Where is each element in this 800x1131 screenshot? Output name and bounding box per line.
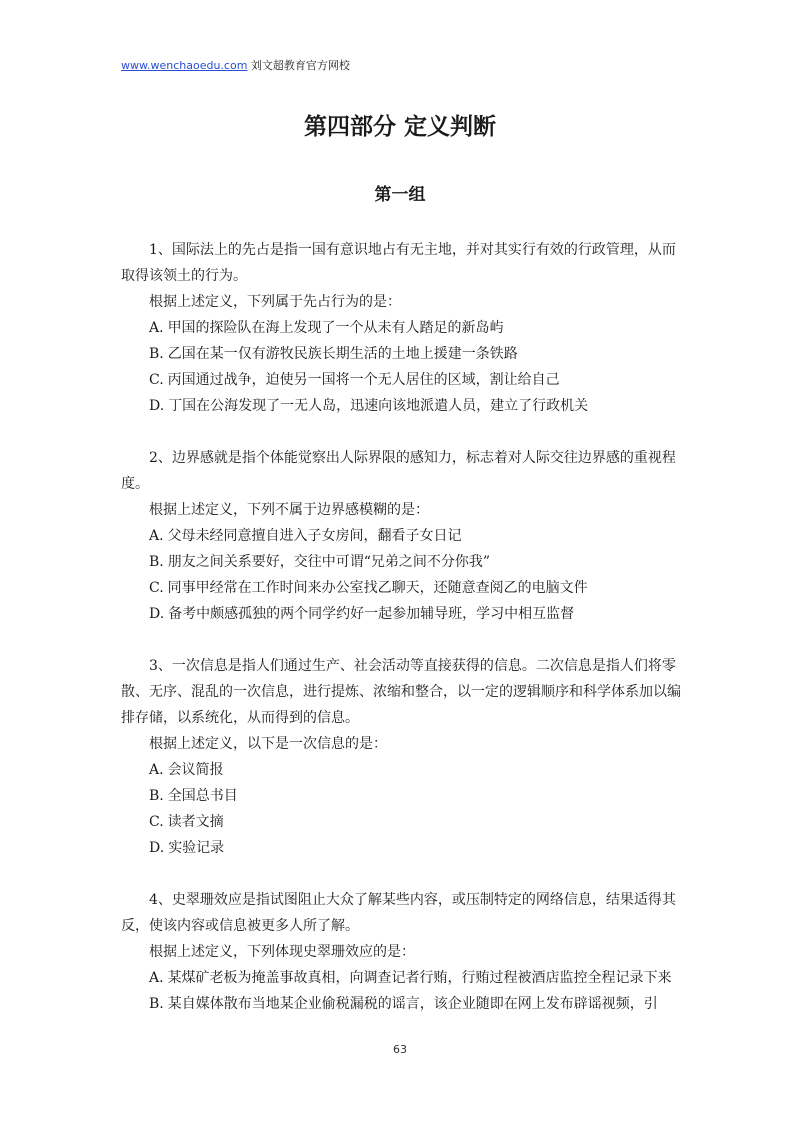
option-text: 同事甲经常在工作时间来办公室找乙聊天，还随意查阅乙的电脑文件: [167, 580, 588, 596]
option-text: 备考中颇感孤独的两个同学约好一起参加辅导班，学习中相互监督: [168, 606, 575, 622]
question-list: [121, 237, 687, 1043]
option-text: 丁国在公海发现了一无人岛，迅速向该地派遣人员，建立了行政机关: [168, 398, 589, 414]
option-text: 乙国在某一仅有游牧民族长期生活的土地上援建一条铁路: [167, 346, 518, 362]
answer-option: [121, 601, 687, 627]
option-label: A.: [149, 970, 164, 986]
answer-option: [121, 341, 687, 367]
section-title: 第四部分 定义判断: [303, 114, 496, 140]
option-label: C.: [149, 814, 164, 830]
answer-option: [121, 809, 687, 835]
question-prompt: 根据上述定义，下列体现史翠珊效应的是：: [149, 944, 415, 960]
option-label: C.: [149, 372, 164, 388]
option-label: A.: [149, 528, 164, 544]
question-prompt: 根据上述定义，下列属于先占行为的是：: [149, 294, 401, 310]
page-header: [121, 57, 350, 73]
answer-option: [121, 835, 687, 861]
site-name: 刘文超教育官方网校: [250, 59, 350, 72]
answer-option: [121, 523, 687, 549]
option-label: D.: [149, 398, 165, 414]
option-label: D.: [149, 606, 165, 622]
page-number: 63: [393, 1043, 407, 1056]
option-text: 某煤矿老板为掩盖事故真相，向调查记者行贿，行贿过程被酒店监控全程记录下来: [167, 970, 672, 986]
answer-option: [121, 367, 687, 393]
answer-option: [121, 393, 687, 419]
question-prompt: 根据上述定义，以下是一次信息的是：: [149, 736, 387, 752]
answer-option: [121, 991, 687, 1017]
option-text: 某自媒体散布当地某企业偷税漏税的谣言，该企业随即在网上发布辟谣视频，引: [167, 996, 658, 1012]
answer-option: [121, 757, 687, 783]
answer-option: [121, 575, 687, 601]
option-label: B.: [149, 346, 164, 362]
question-item: [121, 445, 687, 627]
question-stem: 4、史翠珊效应是指试图阻止大众了解某些内容，或压制特定的网络信息，结果适得其反，使该内容或信息被更多人所了解。: [121, 892, 676, 934]
question-item: [121, 653, 687, 861]
question-item: [121, 887, 687, 1017]
answer-option: [121, 965, 687, 991]
option-label: C.: [149, 580, 164, 596]
answer-option: [121, 549, 687, 575]
question-stem: 1、国际法上的先占是指一国有意识地占有无主地，并对其实行有效的行政管理，从而取得该领土的行为。: [121, 242, 676, 284]
option-label: B.: [149, 788, 164, 804]
option-text: 全国总书目: [167, 788, 238, 804]
option-label: D.: [149, 840, 165, 856]
question-prompt: 根据上述定义，下列不属于边界感模糊的是：: [149, 502, 429, 518]
option-text: 甲国的探险队在海上发现了一个从未有人踏足的新岛屿: [167, 320, 504, 336]
option-text: 父母未经同意擅自进入子女房间，翻看子女日记: [167, 528, 462, 544]
option-text: 丙国通过战争，迫使另一国将一个无人居住的区域，割让给自己: [167, 372, 560, 388]
option-label: A.: [149, 762, 164, 778]
option-text: 读者文摘: [167, 814, 224, 830]
option-label: A.: [149, 320, 164, 336]
question-stem: 3、一次信息是指人们通过生产、社会活动等直接获得的信息。二次信息是指人们将零散、无序、混乱的一次信息，进行提炼、浓缩和整合，以一定的逻辑顺序和科学体系加以编排存储，以系统化，从而得到的信息。: [121, 658, 681, 726]
answer-option: [121, 783, 687, 809]
website-link[interactable]: www.wenchaoedu.com: [121, 59, 248, 72]
question-item: [121, 237, 687, 419]
answer-option: [121, 315, 687, 341]
option-label: B.: [149, 996, 164, 1012]
group-title: 第一组: [374, 185, 426, 205]
option-label: B.: [149, 554, 164, 570]
option-text: 会议简报: [167, 762, 224, 778]
option-text: 朋友之间关系要好，交往中可谓“兄弟之间不分你我”: [167, 554, 491, 570]
option-text: 实验记录: [168, 840, 225, 856]
question-stem: 2、边界感就是指个体能觉察出人际界限的感知力，标志着对人际交往边界感的重视程度。: [121, 450, 676, 492]
